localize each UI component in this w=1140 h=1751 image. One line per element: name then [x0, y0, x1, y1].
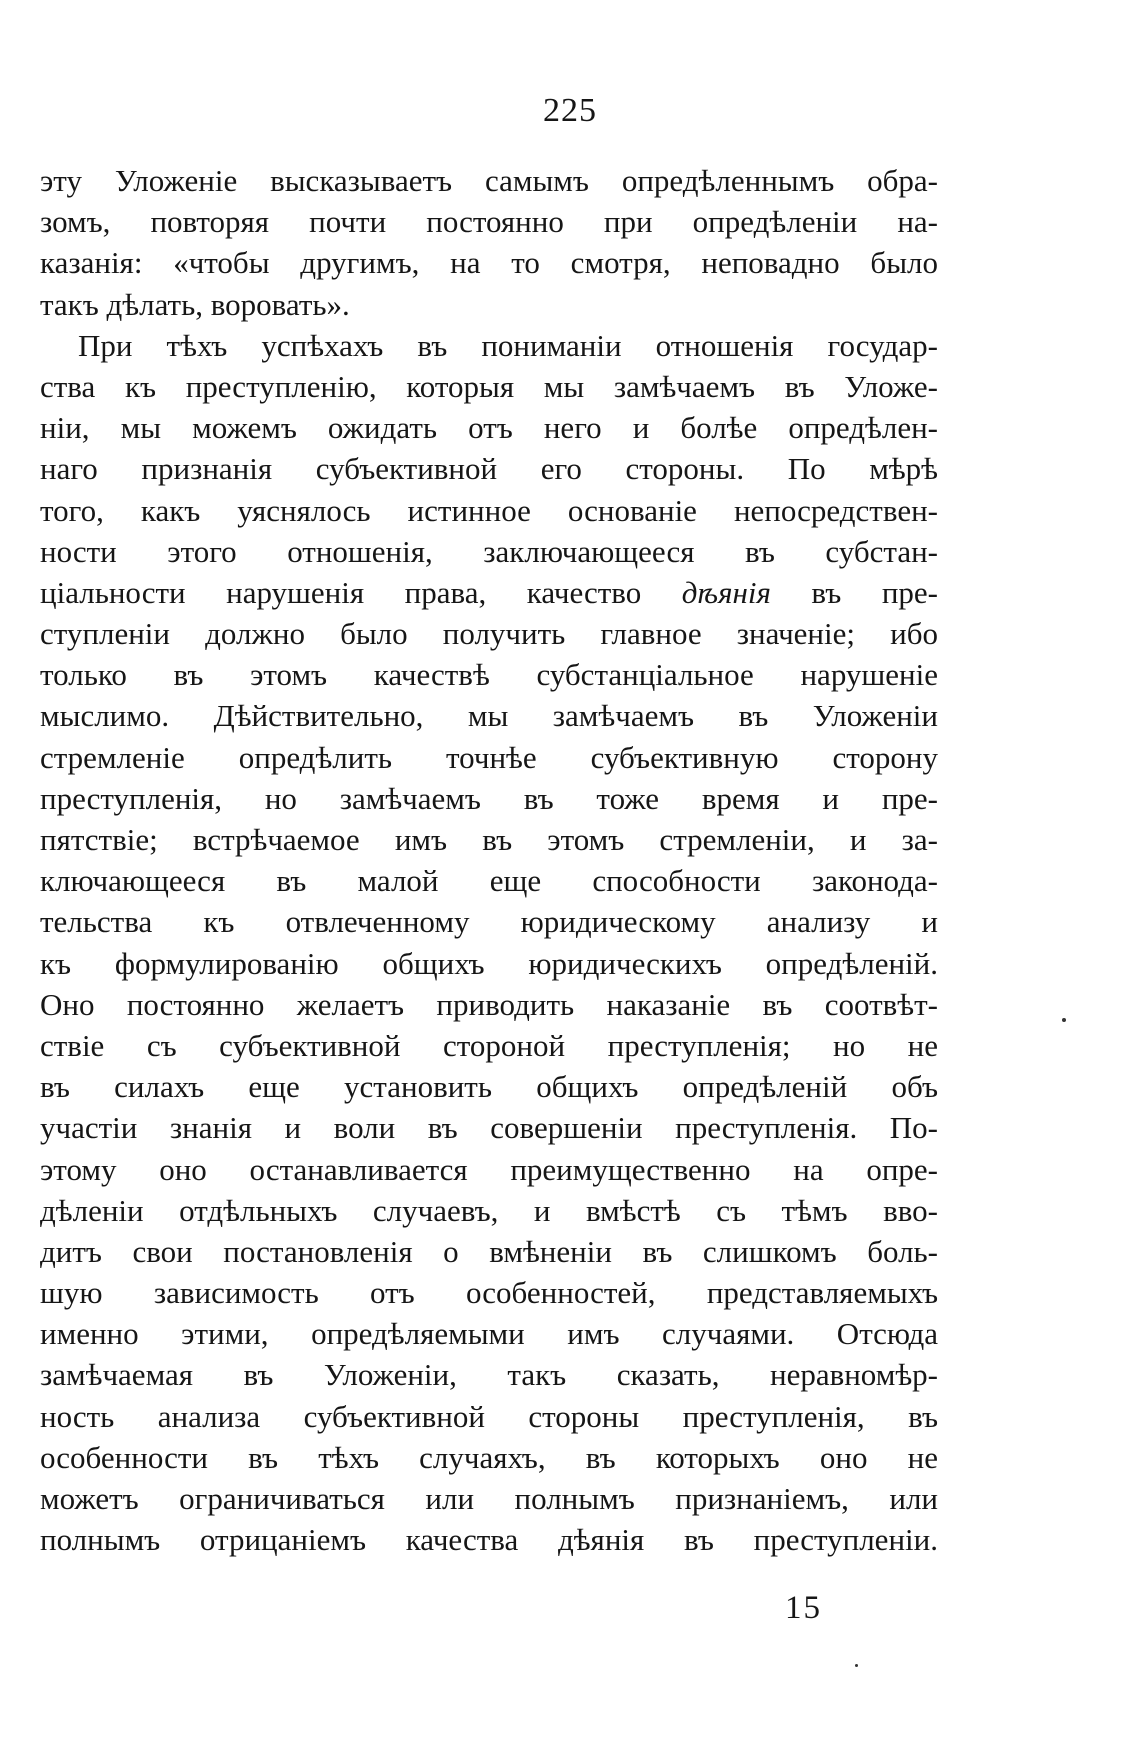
text-line-tail: въ пре-	[770, 574, 938, 610]
text-line-paragraph-start: При тѣхъ успѣхахъ въ пониманіи отношенія государ-	[78, 327, 938, 363]
text-line: только въ этомъ качествѣ субстанціальное нарушеніе	[40, 657, 938, 693]
text-line: ніи, мы можемъ ожидать отъ него и болѣе опредѣлен-	[40, 410, 938, 446]
text-line: Оно постоянно желаетъ приводить наказаніе въ соотвѣт-	[40, 986, 938, 1022]
text-line: преступленія, но замѣчаемъ въ тоже время и пре-	[40, 780, 938, 816]
text-line-head: ціальности нарушенія права, качество	[40, 574, 642, 610]
text-line: наго признанія субъективной его стороны. По мѣрѣ	[40, 451, 938, 487]
text-line: такъ дѣлать, воровать».	[40, 286, 350, 322]
text-body	[40, 160, 938, 1560]
text-line: ства къ преступленію, которыя мы замѣчаемъ въ Уложе-	[40, 368, 938, 404]
text-line: шую зависимость отъ особенностей, представляемыхъ	[40, 1275, 938, 1311]
italic-word: дѣянія	[681, 574, 771, 610]
text-line: пятствіе; встрѣчаемое имъ въ этомъ стремленіи, и за-	[40, 822, 938, 857]
text-line: именно этими, опредѣляемыми имъ случаями. Отсюда	[40, 1316, 938, 1352]
text-line: въ силахъ еще установить общихъ опредѣленій объ	[40, 1069, 938, 1105]
page-number: 225	[543, 92, 597, 129]
text-line: этому оно останавливается преимущественно на опре-	[40, 1151, 938, 1187]
text-line: казанія: «чтобы другимъ, на то смотря, неповадно было	[40, 245, 938, 281]
text-line: того, какъ уяснялось истинное основаніе непосредствен-	[40, 492, 938, 528]
scan-speck	[855, 1664, 858, 1667]
text-line: тельства къ отвлеченному юридическому анализу и	[40, 904, 938, 940]
text-line: ключающееся въ малой еще способности законода-	[40, 863, 938, 899]
text-line: участіи знанія и воли въ совершеніи преступленія. По-	[40, 1110, 938, 1146]
text-line: замѣчаемая въ Уложеніи, такъ сказать, неравномѣр-	[40, 1357, 938, 1393]
text-line: можетъ ограничиваться или полнымъ признаніемъ, или	[40, 1481, 938, 1516]
text-line: ности этого отношенія, заключающееся въ субстан-	[40, 533, 938, 569]
text-line: стремленіе опредѣлить точнѣе субъективную сторону	[40, 739, 938, 775]
text-line: эту Уложеніе высказываетъ самымъ опредѣленнымъ обра-	[40, 163, 938, 198]
text-line: ступленіи должно было получить главное значеніе; ибо	[40, 616, 938, 652]
text-line: къ формулированію общихъ юридическихъ опредѣленій.	[40, 945, 938, 981]
text-line-with-italic	[40, 572, 938, 613]
text-line: зомъ, повторяя почти постоянно при опредѣленіи на-	[40, 204, 938, 240]
signature-mark: 15	[785, 1590, 822, 1626]
text-line: полнымъ отрицаніемъ качества дѣянія въ преступленіи.	[40, 1522, 938, 1558]
scan-speck	[1062, 1018, 1066, 1022]
text-line: мыслимо. Дѣйствительно, мы замѣчаемъ въ Уложеніи	[40, 698, 938, 734]
text-line: дѣленіи отдѣльныхъ случаевъ, и вмѣстѣ съ тѣмъ вво-	[40, 1192, 938, 1228]
text-line: ствіе съ субъективной стороной преступленія; но не	[40, 1027, 938, 1063]
text-line: дитъ свои постановленія о вмѣненіи въ слишкомъ боль-	[40, 1233, 938, 1269]
text-line: особенности въ тѣхъ случаяхъ, въ которыхъ оно не	[40, 1439, 938, 1475]
text-line: ность анализа субъективной стороны преступленія, въ	[40, 1398, 938, 1434]
